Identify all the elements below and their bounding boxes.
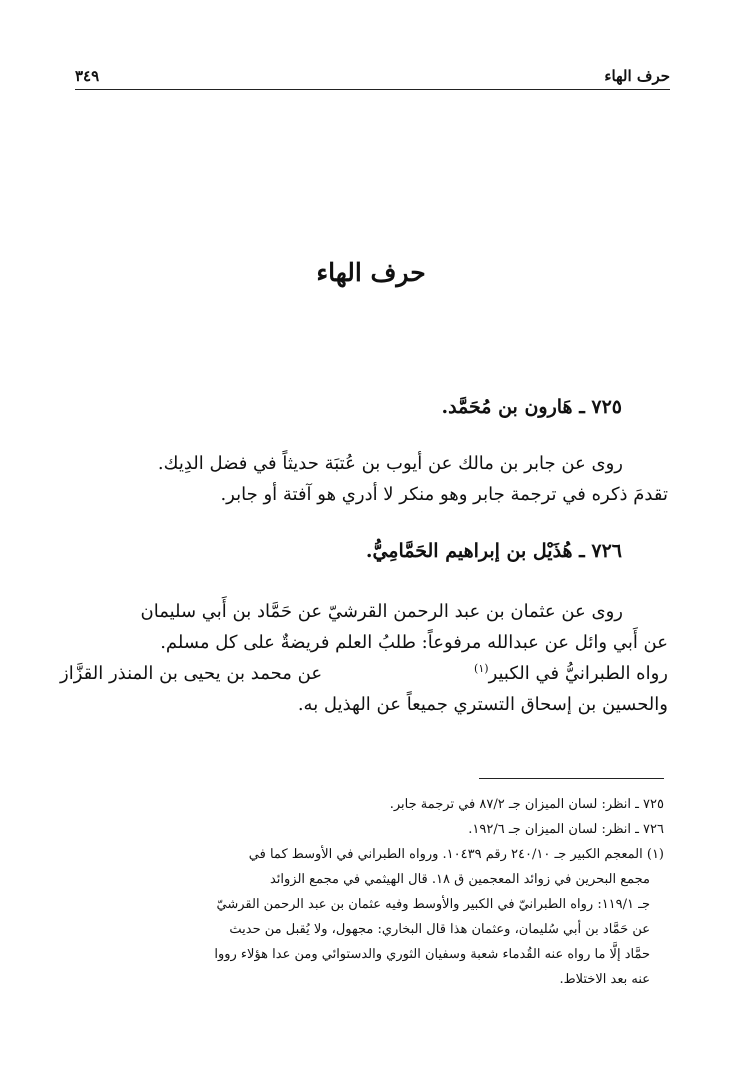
entry-heading-726: ٧٢٦ ـ هُذَيْل بن إبراهيم الحَمَّامِيُّ. (365, 540, 622, 562)
entry-heading-725: ٧٢٥ ـ هَارون بن مُحَمَّد. (441, 396, 622, 418)
chapter-title: حرف الهاء (316, 258, 426, 287)
page-number: ٣٤٩ (75, 67, 100, 85)
footnote-divider (479, 778, 664, 779)
entry-line (60, 658, 668, 689)
entry-body-725 (60, 448, 668, 510)
footnote-line: (١) المعجم الكبير جـ ٢٤٠/١٠ رقم ١٠٤٣٩. ورواه الطبراني في الأوسط كما في (248, 847, 664, 862)
entry-line-part: عن محمد بن يحيى بن المنذر القزَّاز (60, 663, 323, 684)
entry-line-part (474, 658, 668, 689)
entry-body-726 (60, 596, 668, 720)
entry-line: والحسين بن إسحاق التستري جميعاً عن الهذيل به. (297, 694, 668, 715)
entry-line: تقدمَ ذكره في ترجمة جابر وهو منكر لا أدري هو آفتة أو جابر. (220, 484, 668, 505)
entry-line: روى عن عثمان بن عبد الرحمن القرشيّ عن حَمَّاد بن أَبي سليمان (140, 601, 623, 622)
header-title: حرف الهاء (604, 67, 670, 85)
footnote-line: مجمع البحرين في زوائد المعجمين ق ١٨. قال الهيثمي في مجمع الزوائد (269, 872, 650, 887)
footnote-1 (86, 842, 664, 992)
footnote-line: عنه بعد الاختلاط. (559, 972, 650, 987)
footnote-ref: ٧٢٦ ـ انظر: لسان الميزان جـ ١٩٢/٦. (468, 822, 664, 837)
running-header (75, 64, 670, 90)
footnotes (86, 792, 664, 992)
footnote-line: جـ ١١٩/١: رواه الطبرانيّ في الكبير والأوسط وفيه عثمان بن عبد الرحمن القرشيّ (216, 897, 650, 912)
footnote-marker[interactable]: (١) (474, 662, 489, 675)
entry-line-text: رواه الطبرانيُّ في الكبير (488, 663, 668, 684)
footnote-line: عن حَمَّاد بن أبي سُليمان، وعثمان هذا قال البخاري: مجهول، ولا يُقبل من حديث (229, 922, 650, 937)
entry-line: روى عن جابر بن مالك عن أيوب بن عُتبَة حديثاً في فضل الدِيك. (157, 453, 623, 474)
footnote-line: حمَّاد إلَّا ما رواه عنه القُدماء شعبة وسفيان الثوري والدستوائي ومن عدا هؤلاء رووا (214, 947, 650, 962)
footnote-ref: ٧٢٥ ـ انظر: لسان الميزان جـ ٨٧/٢ في ترجمة جابر. (389, 797, 664, 812)
entry-line: عن أَبي وائل عن عبدالله مرفوعاً: طلبُ العلم فريضةٌ على كل مسلم. (160, 632, 668, 653)
